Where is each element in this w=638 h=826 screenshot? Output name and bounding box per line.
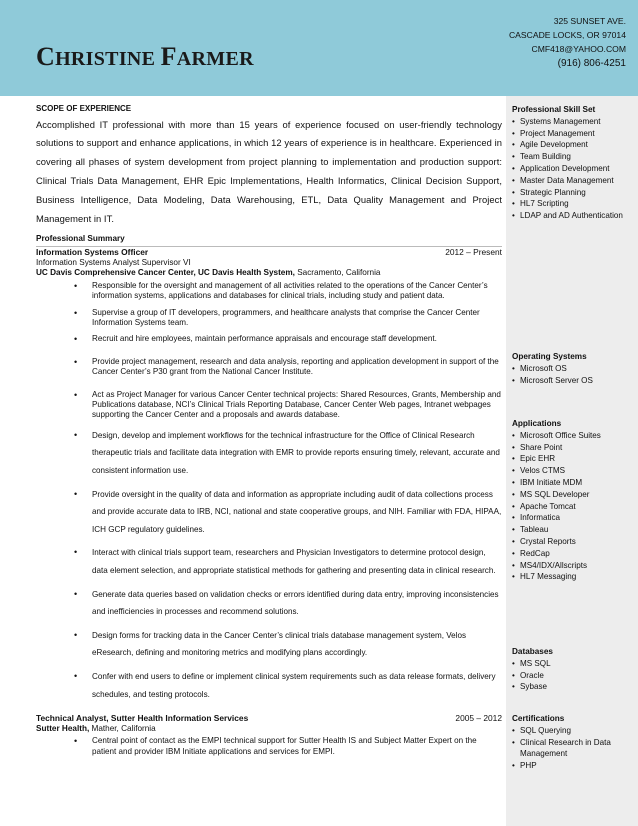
- list-item: • LDAP and AD Authentication: [512, 210, 634, 222]
- job1-bullets: [36, 281, 502, 703]
- os-list: [512, 363, 634, 387]
- list-item: • MS SQL: [512, 658, 634, 670]
- list-item: • IBM Initiate MDM: [512, 477, 634, 489]
- list-item: • Application Development: [512, 163, 634, 175]
- os-title: Operating Systems: [512, 352, 587, 361]
- databases-title: Databases: [512, 647, 553, 656]
- list-item: • Tableau: [512, 524, 634, 536]
- list-item: • Sybase: [512, 681, 634, 693]
- job2: [36, 713, 502, 757]
- job2-header: [36, 713, 502, 724]
- main-column: [36, 104, 502, 763]
- list-item: • Recruit and hire employees, maintain performance appraisals and encourage staff development.: [36, 334, 502, 344]
- scope-title: SCOPE OF EXPERIENCE: [36, 104, 132, 113]
- list-item: • Systems Management: [512, 116, 634, 128]
- header-banner: [0, 0, 638, 96]
- list-item: • Velos CTMS: [512, 465, 634, 477]
- applications-list: [512, 430, 634, 583]
- list-item: • RedCap: [512, 548, 634, 560]
- list-item: • Team Building: [512, 151, 634, 163]
- candidate-name: CHRISTINE FARMER: [36, 42, 254, 71]
- list-item: • Microsoft Server OS: [512, 375, 634, 387]
- email: CMF418@YAHOO.COM: [531, 44, 626, 54]
- applications-section: [512, 418, 634, 583]
- list-item: • PHP: [512, 760, 634, 772]
- os-section: [512, 351, 634, 386]
- list-item: • Share Point: [512, 442, 634, 454]
- list-item: • Design forms for tracking data in the Cancer Center’s clinical trials database management system, Velos eResearch, defining and monitoring metrics and modifying plans accordingly.: [36, 627, 502, 662]
- list-item: • HL7 Scripting: [512, 198, 634, 210]
- list-item: • Microsoft OS: [512, 363, 634, 375]
- contact-block: [509, 14, 626, 71]
- list-item: • Project Management: [512, 128, 634, 140]
- applications-title: Applications: [512, 419, 562, 428]
- certifications-section: [512, 713, 634, 772]
- job1-dates: 2012 – Present: [445, 246, 502, 257]
- certifications-title: Certifications: [512, 714, 565, 723]
- list-item: • Act as Project Manager for various Cancer Center technical projects: Shared Resources, Grants, Membership and Publications database, NCI’s Clinical Trials Reporting Database, Cancer Center Web pages, Intranet webpages supporting the Cancer Center and a proposals and awards database.: [36, 390, 502, 421]
- job1-header: [36, 247, 502, 258]
- list-item: • Apache Tomcat: [512, 501, 634, 513]
- list-item: • Confer with end users to define or implement clinical system requirements such as data release formats, delivery schedules, and testing protocols.: [36, 668, 502, 703]
- list-item: • MS SQL Developer: [512, 489, 634, 501]
- certifications-list: [512, 725, 634, 772]
- list-item: • Master Data Management: [512, 175, 634, 187]
- databases-section: [512, 646, 634, 693]
- address-line2: CASCADE LOCKS, OR 97014: [508, 30, 626, 40]
- list-item: • Design, develop and implement workflows for the technical infrastructure for the Office of Clinical Research therapeutic trials and facilitate data integration with EMR to provide reports ensuring timely, relevant, accurate and consistent information use.: [36, 427, 502, 480]
- list-item: • Responsible for the oversight and management of all activities related to the operations of the Cancer Center’s information systems, applications and databases for clinical trials, including study and patient data.: [36, 281, 502, 302]
- skills-title: Professional Skill Set: [512, 105, 596, 114]
- list-item: • Crystal Reports: [512, 536, 634, 548]
- skills-section: [512, 104, 634, 222]
- list-item: • Supervise a group of IT developers, programmers, and healthcare analysts that comprise the Cancer Center Information Systems team.: [36, 308, 502, 329]
- list-item: • Clinical Research in Data Management: [512, 737, 634, 761]
- list-item: • Agile Development: [512, 139, 634, 151]
- list-item: • Central point of contact as the EMPI technical support for Sutter Health IS and Subject Matter Expert on the patient and provider IBM Initiate applications and services for EMPI.: [36, 736, 502, 757]
- list-item: • Provide project management, research and data analysis, reporting and application development in support of the Cancer Center’s P30 grant from the National Cancer Institute.: [36, 357, 502, 378]
- address-line1: 325 SUNSET AVE.: [553, 16, 626, 26]
- job2-org: Sutter Health, Mather, California: [36, 723, 156, 733]
- job1-subtitle: Information Systems Analyst Supervisor VI: [36, 257, 191, 267]
- list-item: • MS4/IDX/Allscripts: [512, 560, 634, 572]
- list-item: • Epic EHR: [512, 453, 634, 465]
- databases-list: [512, 658, 634, 693]
- job1-title: Information Systems Officer: [36, 246, 149, 257]
- list-item: • HL7 Messaging: [512, 571, 634, 583]
- skills-list: [512, 116, 634, 222]
- job2-title: Technical Analyst, Sutter Health Information Services: [36, 713, 249, 724]
- list-item: • Oracle: [512, 670, 634, 682]
- job1-org: UC Davis Comprehensive Cancer Center, UC Davis Health System, Sacramento, California: [36, 268, 381, 278]
- list-item: • Strategic Planning: [512, 187, 634, 199]
- list-item: • Informatica: [512, 512, 634, 524]
- scope-body: Accomplished IT professional with more than 15 years of experience focused on user-friendly technology solutions to support and enhance applications, in which 12 years of experience is in healthcare. Experienced in covering all phases of system development from project planning to implementation and production support: Clinical Trials Data Management, EHR Epic Implementations, Health Informatics, Clinical Decision Support, Business Intelligence, Data Modeling, Data Warehousing, ETL, Data Quality Management and Project Management in IT.: [36, 118, 502, 224]
- list-item: • Interact with clinical trials support team, researchers and Physician Investigators to determine protocol design, data element selection, and appropriate statistical methods for gathering and presenting data in clinical research.: [36, 544, 502, 579]
- list-item: • Provide oversight in the quality of data and information as appropriate including audit of data collections process and provide accurate data to IRB, NCI, national and state cooperative groups, and NIH. Familiar with FDA, HIPAA, ICH GCP regulatory guidelines.: [36, 486, 502, 539]
- job2-dates: 2005 – 2012: [455, 713, 502, 724]
- summary-title: Professional Summary: [36, 234, 502, 247]
- list-item: • Generate data queries based on validation checks or errors identified during data entry, improving inconsistencies and inefficiencies in processes and recommend solutions.: [36, 586, 502, 621]
- list-item: • Microsoft Office Suites: [512, 430, 634, 442]
- job2-bullets: [36, 736, 502, 757]
- list-item: • SQL Querying: [512, 725, 634, 737]
- phone: (916) 806-4251: [557, 58, 626, 69]
